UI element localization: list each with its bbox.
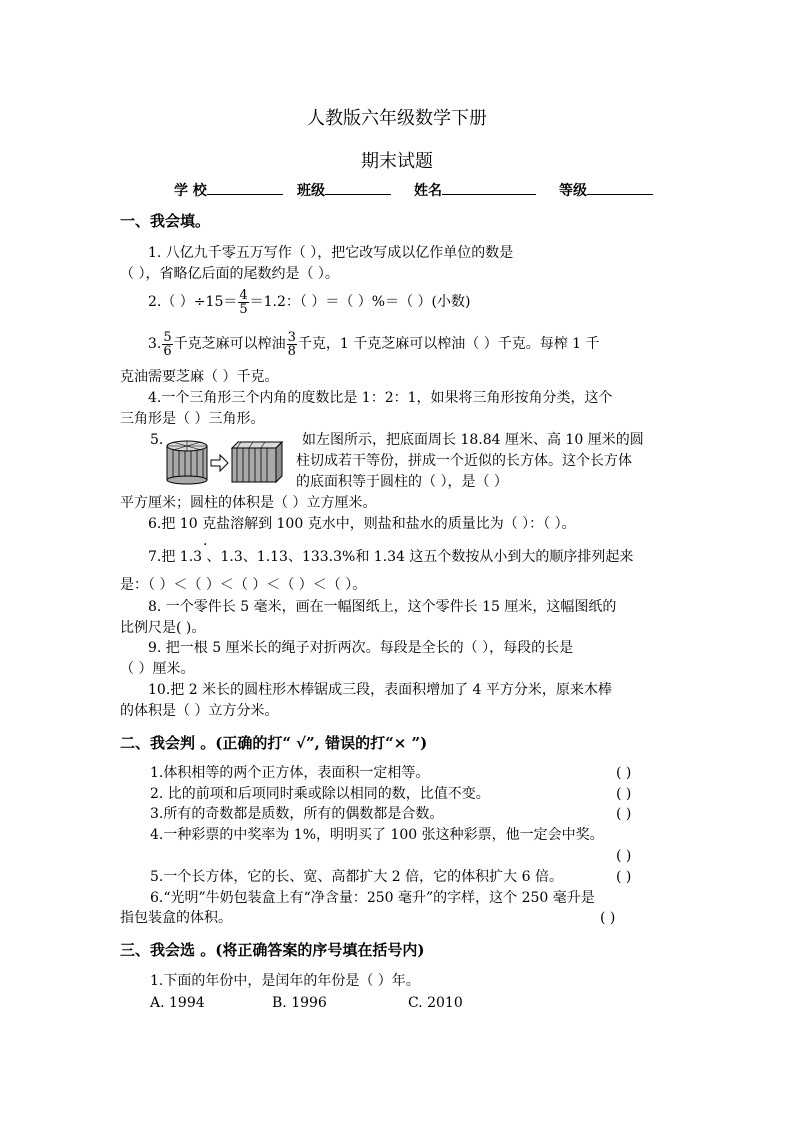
q2-fraction [238,289,248,316]
judge-q2: 2. 比的前项和后项同时乘或除以相同的数，比值不变。 [150,786,490,802]
doc-subtitle: 期末试题 [361,151,433,172]
q3-fraction-1-num: 5 [163,329,172,345]
q5-line4: 平方厘米；圆柱的体积是（ ）立方厘米。 [120,495,377,511]
judge-q2-answer[interactable]: ( ) [616,786,632,802]
q3-fraction-2-num: 3 [287,329,296,345]
name-field [414,180,536,201]
section-2-title: 二、我会判 。(正确的打“ √”, 错误的打“× ”) [120,734,428,752]
q2-prefix: 2.（ ）÷15＝ [148,294,238,310]
q3-fraction-2-den: 8 [287,343,296,359]
q7-line1 [148,537,634,567]
q9-line1: 9. 把一根 5 厘米长的绳子对折两次。每段是全长的（ ），每段的长是 [148,640,574,656]
q3-fraction-2 [287,331,297,358]
judge-q1: 1.体积相等的两个正方体，表面积一定相等。 [150,765,430,781]
repeating-dot-mark: · [203,537,208,553]
grade-blank[interactable] [587,180,653,195]
q4-line1: 4.一个三角形三个内角的度数比是 1：2：1，如果将三角形按角分类，这个 [148,390,613,406]
grade-label: 等级 [559,183,587,199]
section-3-title: 三、我会选 。(将正确答案的序号填在括号内) [120,941,425,959]
choose-q1: 1.下面的年份中，是闰年的年份是（ ）年。 [150,973,420,989]
q6-line: 6.把 10 克盐溶解到 100 克水中，则盐和盐水的质量比为（ ）：（ ）。 [148,516,576,532]
name-blank[interactable] [442,180,536,195]
q5-line1: 如左图所示，把底面周长 18.84 厘米、高 10 厘米的圆 [302,432,644,448]
cylinder-to-cuboid-figure [164,434,294,486]
school-field [174,180,283,201]
q3-line1 [148,330,600,358]
arrow-right-icon [211,455,228,471]
judge-q5-answer[interactable]: ( ) [616,869,632,885]
q3-fraction-1-den: 6 [163,343,172,359]
q3-prefix: 3. [148,336,162,352]
grade-field [559,180,653,201]
school-blank[interactable] [207,180,283,195]
judge-q4-answer[interactable]: ( ) [616,848,632,864]
q2-fraction-num: 4 [239,287,248,303]
q9-line2: （ ）厘米。 [120,661,195,677]
judge-q6-answer[interactable]: ( ) [600,910,616,926]
q5-number: 5. [150,432,164,448]
doc-title: 人教版六年级数学下册 [307,108,487,129]
choose-q1-option-b[interactable]: B. 1996 [272,995,327,1011]
class-blank[interactable] [325,180,391,195]
judge-q5: 5.一个长方体，它的长、宽、高都扩大 2 倍，它的体积扩大 6 倍。 [150,869,563,885]
q3-middle: 千克芝麻可以榨油 [173,336,286,352]
q2-suffix: ＝1.2：（ ）＝（ ）%＝（ ）(小数) [249,294,471,310]
judge-q3: 3.所有的奇数都是质数，所有的偶数都是合数。 [150,806,444,822]
q10-line1: 10.把 2 米长的圆柱形木棒锯成三段，表面积增加了 4 平方分米，原来木棒 [148,682,612,698]
class-field [297,180,391,201]
q5-line2: 柱切成若干等份，拼成一个近似的长方体。这个长方体 [296,453,632,469]
choose-q1-option-c[interactable]: C. 2010 [408,995,463,1011]
q1-line2: （ ），省略亿后面的尾数约是（ ）。 [120,266,339,282]
q4-line2: 三角形是（ ）三角形。 [120,411,265,427]
q1-line1: 1. 八亿九千零五万写作（ ），把它改写成以亿作单位的数是 [148,245,514,261]
judge-q3-answer[interactable]: ( ) [616,806,632,822]
q10-line2: 的体积是（ ）立方分米。 [120,703,279,719]
cuboid-icon [232,442,282,482]
q3-suffix: 千克，1 千克芝麻可以榨油（ ）千克。每榨 1 千 [297,336,600,352]
q7-line2: 是：（ ）＜（ ）＜（ ）＜（ ）＜（ ）。 [120,577,367,593]
name-label: 姓名 [414,183,442,199]
section-1-title: 一、我会填。 [120,212,211,230]
q7-text: 7.把 1.3 、1.3、1.13、133.3%和 1.34 这五个数按从小到大的顺序排列起来 [148,549,634,565]
judge-q1-answer[interactable]: ( ) [616,765,632,781]
judge-q6-line2: 指包装盒的体积。 [120,910,232,926]
q2-fraction-den: 5 [239,301,248,317]
judge-q4: 4.一种彩票的中奖率为 1%，明明买了 100 张这种彩票，他一定会中奖。 [150,827,604,843]
cylinder-icon [167,441,207,484]
q8-line2: 比例尺是( )。 [120,620,206,636]
q3-line2: 克油需要芝麻（ ）千克。 [120,369,279,385]
choose-q1-option-a[interactable]: A. 1994 [150,995,205,1011]
q2-line [148,288,470,316]
q8-line1: 8. 一个零件长 5 毫米，画在一幅图纸上，这个零件长 15 厘米，这幅图纸的 [148,599,617,615]
q5-line3: 的底面积等于圆柱的（ ），是（ ） [296,474,508,490]
class-label: 班级 [297,183,325,199]
judge-q6-line1: 6.“光明”牛奶包装盒上有“净含量：250 毫升”的字样，这个 250 毫升是 [150,890,595,906]
school-label: 学 校 [174,183,207,199]
q3-fraction-1 [162,331,172,358]
